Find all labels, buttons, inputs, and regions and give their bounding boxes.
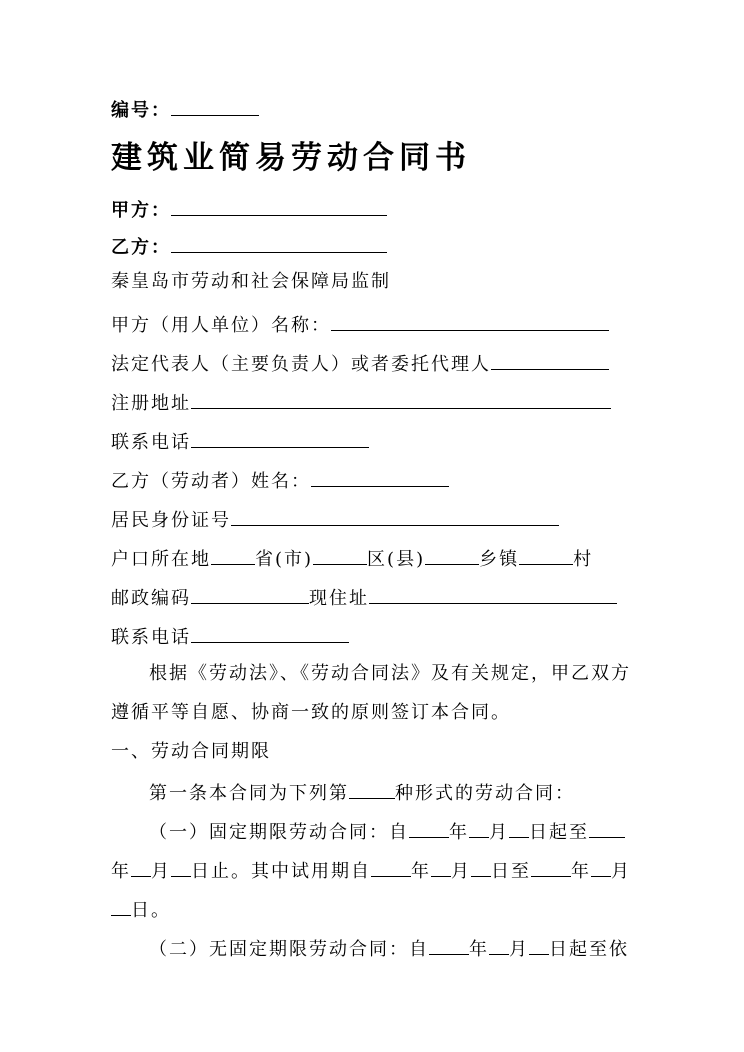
item1-final-text: 日。	[131, 900, 171, 921]
probation-start-month-field[interactable]	[431, 857, 451, 877]
employer-name-row	[111, 311, 609, 338]
contract-number-row	[111, 96, 259, 123]
province-label: 省(市)	[255, 549, 314, 570]
page-title: 建筑业简易劳动合同书	[111, 140, 471, 176]
phone-a-field[interactable]	[191, 428, 369, 448]
phone-b-label: 联系电话	[111, 627, 191, 648]
year-label: 年	[571, 861, 591, 882]
article1-text-a: 第一条本合同为下列第	[149, 783, 349, 804]
end-day-field[interactable]	[171, 857, 191, 877]
item1-cont-row	[111, 857, 631, 884]
province-field[interactable]	[211, 545, 255, 565]
current-address-field[interactable]	[369, 584, 617, 604]
year-label: 年	[411, 861, 431, 882]
legal-rep-label: 法定代表人（主要负责人）或者委托代理人	[111, 354, 491, 375]
open-start-day-field[interactable]	[529, 935, 549, 955]
open-start-month-field[interactable]	[489, 935, 509, 955]
contract-type-field[interactable]	[349, 779, 395, 799]
month-label: 月	[611, 861, 631, 882]
reg-address-label: 注册地址	[111, 393, 191, 414]
legal-rep-field[interactable]	[491, 350, 609, 370]
start-month-field[interactable]	[469, 818, 489, 838]
township-field[interactable]	[425, 545, 479, 565]
district-field[interactable]	[313, 545, 367, 565]
probation-end-month-field[interactable]	[591, 857, 611, 877]
village-label: 村	[573, 549, 594, 570]
supervisor-text: 秦皇岛市劳动和社会保障局监制	[111, 271, 391, 292]
employer-name-label: 甲方（用人单位）名称：	[111, 315, 331, 336]
postcode-field[interactable]	[191, 584, 309, 604]
employer-name-field[interactable]	[331, 311, 609, 331]
probation-end-day-field[interactable]	[111, 896, 131, 916]
section-heading: 一、劳动合同期限	[111, 741, 271, 762]
item2-row	[149, 935, 629, 962]
district-label: 区(县)	[367, 549, 426, 570]
item1-row	[149, 818, 625, 845]
start-year-field[interactable]	[409, 818, 449, 838]
month-label: 月	[151, 861, 171, 882]
month-label: 月	[509, 939, 529, 960]
probation-start-year-field[interactable]	[371, 857, 411, 877]
party-b-label: 乙方：	[111, 237, 171, 258]
phone-b-row	[111, 623, 349, 650]
open-start-year-field[interactable]	[429, 935, 469, 955]
phone-a-row	[111, 428, 369, 455]
item2-text-b: 日起至依	[549, 939, 629, 960]
phone-a-label: 联系电话	[111, 432, 191, 453]
year-label: 年	[111, 861, 131, 882]
hukou-row	[111, 545, 593, 572]
para1-line2: 遵循平等自愿、协商一致的原则签订本合同。	[111, 702, 511, 723]
party-a-field[interactable]	[171, 196, 387, 216]
month-label: 月	[489, 822, 509, 843]
article1-text-b: 种形式的劳动合同：	[395, 783, 575, 804]
start-day-field[interactable]	[509, 818, 529, 838]
end-month-field[interactable]	[131, 857, 151, 877]
id-number-field[interactable]	[231, 506, 559, 526]
item2-text-a: （二）无固定期限劳动合同：自	[149, 939, 429, 960]
party-a-label: 甲方：	[111, 200, 171, 221]
item1-text-b: 日起至	[529, 822, 589, 843]
probation-end-year-field[interactable]	[531, 857, 571, 877]
worker-name-field[interactable]	[311, 467, 449, 487]
item1-end-text: 日止。其中试用期自	[191, 861, 371, 882]
probation-start-day-field[interactable]	[471, 857, 491, 877]
end-year-field[interactable]	[589, 818, 625, 838]
id-number-row	[111, 506, 559, 533]
item1-final-row	[111, 896, 171, 923]
item1-to-text: 日至	[491, 861, 531, 882]
worker-name-row	[111, 467, 449, 494]
township-label: 乡镇	[479, 549, 520, 570]
contract-number-field[interactable]	[171, 96, 259, 116]
legal-rep-row	[111, 350, 609, 377]
item1-text-a: （一）固定期限劳动合同：自	[149, 822, 409, 843]
village-field[interactable]	[519, 545, 573, 565]
article1-row	[149, 779, 575, 806]
phone-b-field[interactable]	[191, 623, 349, 643]
worker-name-label: 乙方（劳动者）姓名：	[111, 471, 311, 492]
postcode-label: 邮政编码	[111, 588, 191, 609]
month-label: 月	[451, 861, 471, 882]
party-b-row	[111, 233, 387, 260]
year-label: 年	[469, 939, 489, 960]
party-a-row	[111, 196, 387, 223]
contract-number-label: 编号：	[111, 100, 171, 121]
reg-address-row	[111, 389, 611, 416]
year-label: 年	[449, 822, 469, 843]
party-b-field[interactable]	[171, 233, 387, 253]
reg-address-field[interactable]	[191, 389, 611, 409]
current-address-label: 现住址	[309, 588, 369, 609]
hukou-label: 户口所在地	[111, 549, 211, 570]
para1-line1: 根据《劳动法》、《劳动合同法》及有关规定，甲乙双方	[149, 663, 631, 684]
id-number-label: 居民身份证号	[111, 510, 231, 531]
postcode-row	[111, 584, 617, 611]
